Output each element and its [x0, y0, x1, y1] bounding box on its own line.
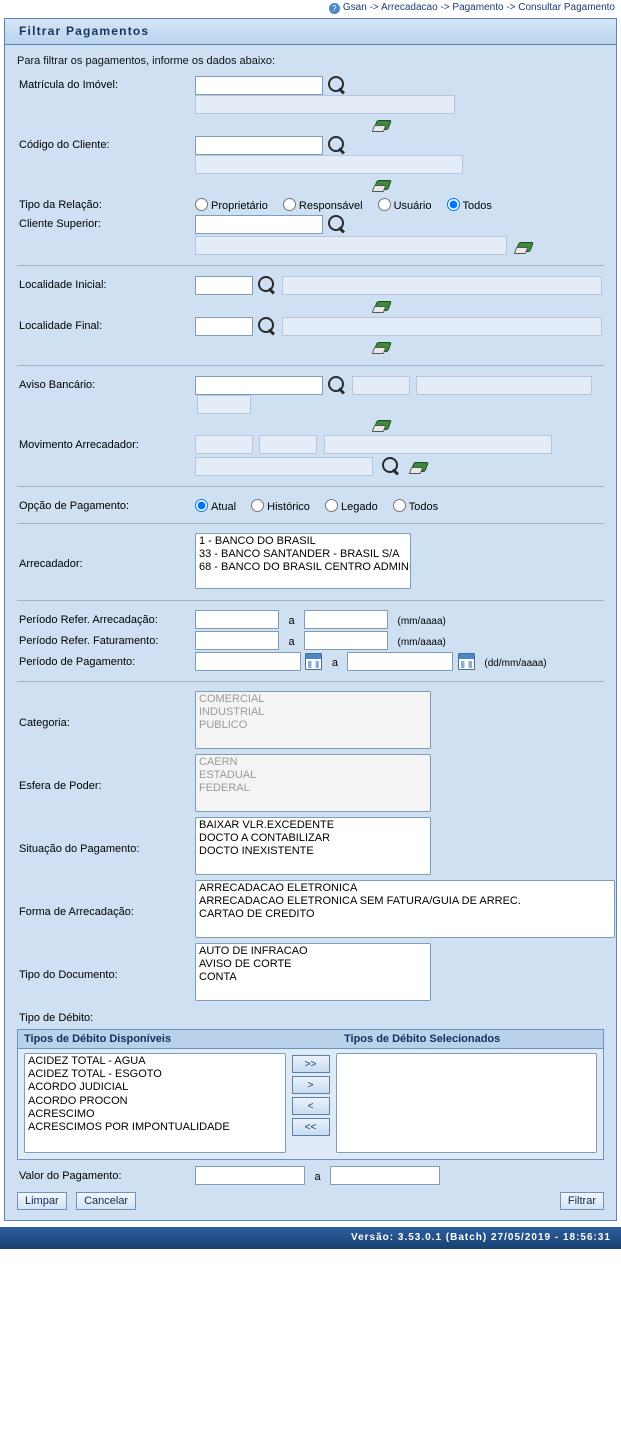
- tipo-documento-listbox[interactable]: [195, 943, 431, 1001]
- add-button[interactable]: >: [292, 1076, 330, 1094]
- row-esfera-poder: [15, 754, 606, 813]
- movimento-arrecadador-display-2: [259, 435, 317, 454]
- matricula-imovel-input[interactable]: [195, 76, 323, 95]
- periodo-arrecadacao-to[interactable]: [304, 610, 388, 629]
- localidade-inicial-display: [282, 276, 602, 295]
- tipo-relacao-radiogroup: [195, 195, 606, 212]
- row-periodo-faturamento: [15, 631, 606, 650]
- dual-list-buttons: [292, 1055, 330, 1136]
- radio-input-responsavel[interactable]: [283, 198, 296, 211]
- clear-icon[interactable]: [373, 416, 391, 432]
- divider: [17, 265, 604, 266]
- periodo-faturamento-from[interactable]: [195, 631, 279, 650]
- radio-input-legado[interactable]: [325, 499, 338, 512]
- label-periodo-pagamento: Período de Pagamento:: [19, 656, 136, 668]
- label-periodo-faturamento: Período Refer. Faturamento:: [19, 635, 159, 647]
- tipos-debito-selecionados-listbox[interactable]: [336, 1053, 598, 1153]
- aviso-bancario-display-2: [416, 376, 592, 395]
- limpar-button[interactable]: Limpar: [17, 1192, 67, 1210]
- periodo-pagamento-to[interactable]: [347, 652, 453, 671]
- movimento-arrecadador-display-3: [324, 435, 552, 454]
- list-item[interactable]: [26, 1055, 284, 1068]
- tipos-debito-selecionados-header: Tipos de Débito Selecionados: [344, 1033, 501, 1045]
- label-matricula-imovel: Matrícula do Imóvel:: [19, 79, 119, 91]
- aviso-bancario-display-1: [352, 376, 410, 395]
- label-movimento-arrecadador: Movimento Arrecadador:: [19, 439, 139, 451]
- list-item[interactable]: [26, 1095, 284, 1108]
- radio-tipo-relacao-usuario[interactable]: [378, 200, 432, 212]
- tipos-debito-disponiveis-listbox[interactable]: [24, 1053, 286, 1153]
- list-item[interactable]: [197, 908, 613, 921]
- row-cliente-superior: [15, 214, 606, 255]
- radio-tipo-relacao-todos[interactable]: [447, 200, 492, 212]
- row-situacao-pagamento: [15, 817, 606, 876]
- radio-input-atual[interactable]: [195, 499, 208, 512]
- dual-list-headers: [18, 1030, 603, 1049]
- label-codigo-cliente: Código do Cliente:: [19, 139, 110, 151]
- divider: [17, 486, 604, 487]
- divider: [17, 681, 604, 682]
- tipo-debito-dual-list: [17, 1029, 604, 1160]
- label-esfera-poder: Esfera de Poder:: [19, 779, 102, 792]
- periodo-faturamento-format: (mm/aaaa): [397, 636, 446, 648]
- row-movimento-arrecadador: [15, 435, 606, 476]
- search-icon[interactable]: [327, 135, 347, 155]
- remove-all-button[interactable]: <<: [292, 1118, 330, 1136]
- list-item[interactable]: [197, 958, 429, 971]
- search-icon[interactable]: [257, 316, 277, 336]
- list-item[interactable]: [197, 782, 429, 795]
- label-situacao-pagamento: Situação do Pagamento:: [19, 842, 140, 855]
- range-separator: a: [288, 614, 295, 627]
- search-icon[interactable]: [327, 75, 347, 95]
- radio-label-todos-pag: Todos: [408, 501, 439, 513]
- label-arrecadador: Arrecadador:: [19, 557, 83, 570]
- clear-icon[interactable]: [373, 116, 391, 132]
- situacao-pagamento-listbox[interactable]: [195, 817, 431, 875]
- form-intro: Para filtrar os pagamentos, informe os dados abaixo:: [17, 55, 276, 67]
- categoria-listbox[interactable]: [195, 691, 431, 749]
- radio-label-proprietario: Proprietário: [211, 200, 268, 212]
- label-opcao-pagamento: Opção de Pagamento:: [19, 500, 130, 512]
- periodo-arrecadacao-from[interactable]: [195, 610, 279, 629]
- clear-icon[interactable]: [373, 297, 391, 313]
- label-localidade-inicial: Localidade Inicial:: [19, 279, 107, 291]
- filter-form: [5, 45, 616, 1220]
- list-item[interactable]: [26, 1081, 284, 1094]
- aviso-bancario-input[interactable]: [195, 376, 323, 395]
- label-localidade-final: Localidade Final:: [19, 320, 103, 332]
- list-item[interactable]: [197, 693, 429, 706]
- radio-label-atual: Atual: [211, 501, 237, 513]
- label-tipo-debito: Tipo de Débito:: [19, 1012, 94, 1024]
- row-tipo-documento: [15, 943, 606, 1002]
- row-tipo-relacao: [15, 195, 606, 212]
- list-item[interactable]: [197, 819, 429, 832]
- cancelar-button[interactable]: Cancelar: [76, 1192, 136, 1210]
- tipos-debito-disponiveis-header: Tipos de Débito Disponíveis: [24, 1033, 172, 1045]
- radio-input-usuario[interactable]: [378, 198, 391, 211]
- calendar-icon[interactable]: [305, 653, 322, 670]
- list-item[interactable]: [197, 548, 409, 561]
- search-icon[interactable]: [327, 375, 347, 395]
- search-icon[interactable]: [381, 456, 401, 476]
- label-forma-arrecadacao: Forma de Arrecadação:: [19, 905, 134, 918]
- version-footer: Versão: 3.53.0.1 (Batch) 27/05/2019 - 18:56:31: [0, 1227, 621, 1249]
- radio-tipo-relacao-proprietario[interactable]: [195, 200, 268, 212]
- range-separator: a: [331, 656, 339, 669]
- radio-opcao-atual[interactable]: [195, 501, 236, 513]
- row-arrecadador: [15, 533, 606, 590]
- search-icon[interactable]: [327, 214, 347, 234]
- divider: [17, 523, 604, 524]
- radio-label-legado: Legado: [341, 501, 378, 513]
- label-categoria: Categoria:: [19, 716, 70, 729]
- list-item[interactable]: [26, 1068, 284, 1081]
- clear-icon[interactable]: [515, 238, 533, 254]
- list-item[interactable]: [197, 561, 409, 574]
- valor-pagamento-to[interactable]: [330, 1166, 440, 1185]
- radio-opcao-historico[interactable]: [251, 501, 310, 513]
- list-item[interactable]: [197, 832, 429, 845]
- radio-tipo-relacao-responsavel[interactable]: [283, 200, 363, 212]
- row-periodo-pagamento: [15, 652, 606, 671]
- list-item[interactable]: [197, 945, 429, 958]
- valor-pagamento-from[interactable]: [195, 1166, 305, 1185]
- list-item[interactable]: [197, 535, 409, 548]
- help-icon[interactable]: ?: [329, 3, 340, 14]
- radio-label-usuario: Usuário: [393, 200, 432, 212]
- add-all-button[interactable]: >>: [292, 1055, 330, 1073]
- row-forma-arrecadacao: [15, 880, 606, 939]
- label-valor-pagamento: Valor do Pagamento:: [19, 1170, 122, 1182]
- matricula-imovel-display: [195, 95, 455, 114]
- clear-icon[interactable]: [373, 176, 391, 192]
- cliente-superior-display: [195, 236, 507, 255]
- clear-icon[interactable]: [373, 338, 391, 354]
- label-periodo-arrecadacao: Período Refer. Arrecadação:: [19, 614, 158, 626]
- row-localidade-final: [15, 316, 606, 355]
- list-item[interactable]: [197, 706, 429, 719]
- row-codigo-cliente: [15, 135, 606, 193]
- periodo-faturamento-to[interactable]: [304, 631, 388, 650]
- periodo-arrecadacao-format: (mm/aaaa): [397, 615, 446, 627]
- localidade-final-input[interactable]: [195, 317, 253, 336]
- filter-panel: [4, 18, 617, 1221]
- localidade-inicial-input[interactable]: [195, 276, 253, 295]
- codigo-cliente-input[interactable]: [195, 136, 323, 155]
- label-cliente-superior: Cliente Superior:: [19, 218, 101, 230]
- search-icon[interactable]: [257, 275, 277, 295]
- forma-arrecadacao-listbox[interactable]: [195, 880, 615, 938]
- localidade-final-display: [282, 317, 602, 336]
- divider: [17, 600, 604, 601]
- page-title: Filtrar Pagamentos: [5, 19, 616, 45]
- row-categoria: [15, 691, 606, 750]
- row-localidade-inicial: [15, 275, 606, 314]
- radio-opcao-todos[interactable]: [393, 501, 438, 513]
- periodo-pagamento-from[interactable]: [195, 652, 301, 671]
- breadcrumb: [0, 0, 621, 16]
- label-tipo-documento: Tipo do Documento:: [19, 968, 118, 981]
- opcao-pagamento-radiogroup: [195, 496, 606, 513]
- row-opcao-pagamento: [15, 496, 606, 513]
- movimento-arrecadador-display-1: [195, 435, 253, 454]
- row-aviso-bancario: [15, 375, 606, 433]
- esfera-poder-listbox[interactable]: [195, 754, 431, 812]
- filtrar-button[interactable]: Filtrar: [560, 1192, 604, 1210]
- arrecadador-listbox[interactable]: [195, 533, 411, 589]
- radio-input-todos[interactable]: [447, 198, 460, 211]
- radio-label-todos: Todos: [462, 200, 492, 212]
- movimento-arrecadador-display-4: [195, 457, 373, 476]
- aviso-bancario-display-3: [197, 395, 251, 414]
- range-separator: a: [288, 635, 295, 648]
- row-valor-pagamento: [15, 1166, 606, 1185]
- remove-button[interactable]: <: [292, 1097, 330, 1115]
- list-item[interactable]: [197, 719, 429, 732]
- form-actions: [15, 1187, 606, 1214]
- periodo-pagamento-format: (dd/mm/aaaa): [484, 657, 547, 669]
- list-item[interactable]: [197, 756, 429, 769]
- radio-label-responsavel: Responsável: [298, 200, 363, 212]
- label-aviso-bancario: Aviso Bancário:: [19, 379, 96, 391]
- list-item[interactable]: [197, 971, 429, 984]
- codigo-cliente-display: [195, 155, 463, 174]
- breadcrumb-text: Gsan -> Arrecadacao -> Pagamento -> Consultar Pagamento: [342, 2, 615, 13]
- range-separator: a: [314, 1170, 321, 1183]
- list-item[interactable]: [197, 895, 613, 908]
- row-matricula-imovel: [15, 75, 606, 133]
- radio-input-historico[interactable]: [251, 499, 264, 512]
- cliente-superior-input[interactable]: [195, 215, 323, 234]
- radio-label-historico: Histórico: [267, 501, 310, 513]
- radio-input-todos-pag[interactable]: [393, 499, 406, 512]
- radio-input-proprietario[interactable]: [195, 198, 208, 211]
- list-item[interactable]: [197, 882, 613, 895]
- row-periodo-arrecadacao: [15, 610, 606, 629]
- divider: [17, 365, 604, 366]
- list-item[interactable]: [26, 1121, 284, 1134]
- list-item[interactable]: [197, 769, 429, 782]
- list-item[interactable]: [197, 845, 429, 858]
- list-item[interactable]: [26, 1108, 284, 1121]
- clear-icon[interactable]: [410, 458, 428, 474]
- radio-opcao-legado[interactable]: [325, 501, 378, 513]
- calendar-icon[interactable]: [458, 653, 475, 670]
- label-tipo-relacao: Tipo da Relação:: [19, 199, 102, 211]
